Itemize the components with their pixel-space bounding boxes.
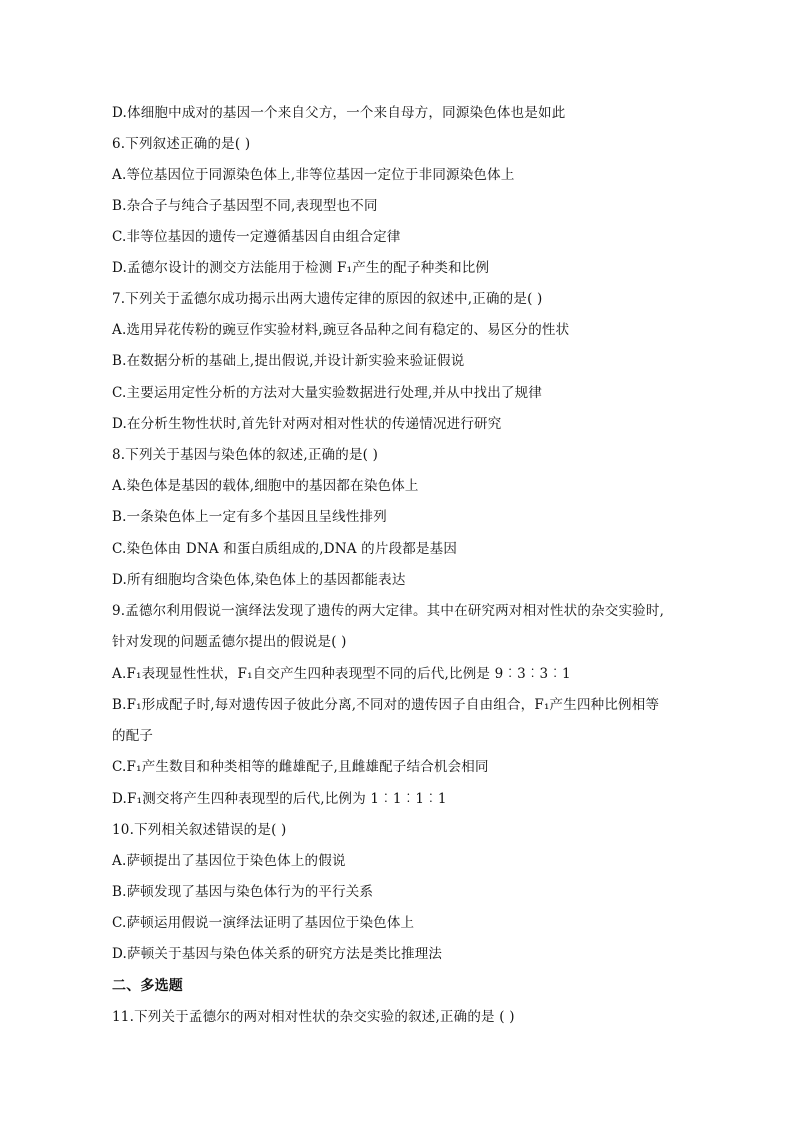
option-8b: B.一条染色体上一定有多个基因且呈线性排列 — [112, 509, 387, 525]
option-6d: D.孟德尔设计的测交方法能用于检测 F₁产生的配子种类和比例 — [112, 260, 490, 276]
option-10c: C.萨顿运用假说一演绎法证明了基因位于染色体上 — [112, 915, 415, 931]
question-10: 10.下列相关叙述错误的是( ) — [112, 822, 287, 838]
option-5d: D.体细胞中成对的基因一个来自父方，一个来自母方，同源染色体也是如此 — [112, 105, 566, 121]
option-8c: C.染色体由 DNA 和蛋白质组成的,DNA 的片段都是基因 — [112, 541, 458, 557]
option-9a: A.F₁表现显性性状，F₁自交产生四种表现型不同的后代,比例是 9︰3︰3︰1 — [112, 666, 571, 682]
option-7d: D.在分析生物性状时,首先针对两对相对性状的传递情况进行研究 — [112, 416, 502, 432]
option-8a: A.染色体是基因的载体,细胞中的基因都在染色体上 — [112, 478, 419, 494]
option-10b: B.萨顿发现了基因与染色体行为的平行关系 — [112, 884, 374, 900]
option-9c: C.F₁产生数目和种类相等的雌雄配子,且雌雄配子结合机会相同 — [112, 759, 489, 775]
question-9-continued: 针对发现的问题孟德尔提出的假说是( ) — [112, 634, 347, 650]
option-7b: B.在数据分析的基础上,提出假说,并设计新实验来验证假说 — [112, 353, 465, 369]
option-10d: D.萨顿关于基因与染色体关系的研究方法是类比推理法 — [112, 946, 443, 962]
section-heading: 二、多选题 — [112, 978, 183, 994]
question-7: 7.下列关于孟德尔成功揭示出两大遗传定律的原因的叙述中,正确的是( ) — [112, 291, 543, 307]
option-9d: D.F₁测交将产生四种表现型的后代,比例为 1︰1︰1︰1 — [112, 791, 447, 807]
option-6a: A.等位基因位于同源染色体上,非等位基因一定位于非同源染色体上 — [112, 167, 515, 183]
option-10a: A.萨顿提出了基因位于染色体上的假说 — [112, 853, 346, 869]
option-7a: A.选用异花传粉的豌豆作实验材料,豌豆各品种之间有稳定的、易区分的性状 — [112, 322, 570, 338]
option-7c: C.主要运用定性分析的方法对大量实验数据进行处理,并从中找出了规律 — [112, 385, 543, 401]
question-8: 8.下列关于基因与染色体的叙述,正确的是( ) — [112, 447, 379, 463]
question-11: 11.下列关于孟德尔的两对相对性状的杂交实验的叙述,正确的是 ( ) — [112, 1009, 515, 1025]
option-9b-continued: 的配子 — [112, 728, 154, 744]
option-6b: B.杂合子与纯合子基因型不同,表现型也不同 — [112, 198, 378, 214]
question-6: 6.下列叙述正确的是( ) — [112, 136, 251, 152]
option-9b: B.F₁形成配子时,每对遗传因子彼此分离,不同对的遗传因子自由组合，F₁产生四种比例相等 — [112, 697, 660, 713]
question-9: 9.孟德尔利用假说一演绎法发现了遗传的两大定律。其中在研究两对相对性状的杂交实验时, — [112, 603, 665, 619]
option-6c: C.非等位基因的遗传一定遵循基因自由组合定律 — [112, 229, 401, 245]
option-8d: D.所有细胞均含染色体,染色体上的基因都能表达 — [112, 572, 406, 588]
